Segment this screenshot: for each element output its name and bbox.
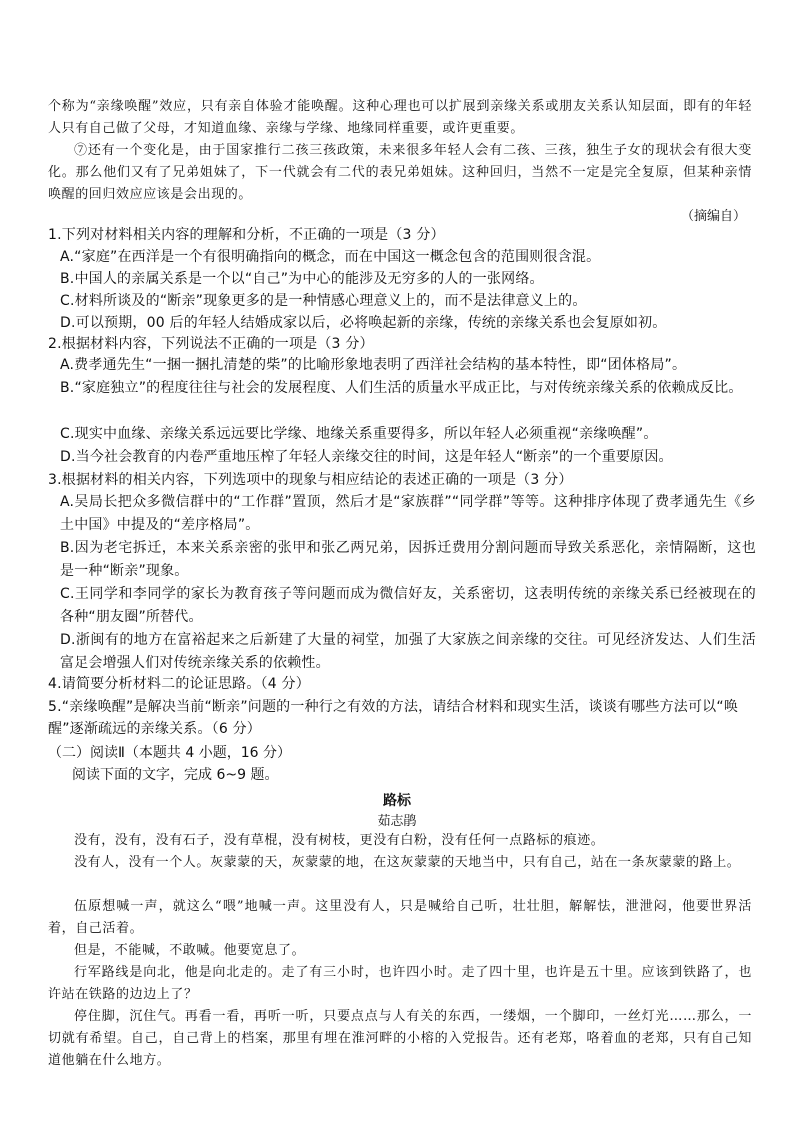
source-note: （摘编自） xyxy=(680,209,746,224)
reading-instruction: 阅读下面的文字，完成 6~9 题。 xyxy=(72,767,279,783)
section-heading: （二）阅读Ⅱ（本题共 4 小题，16 分） xyxy=(48,745,291,761)
question-1-option-c: C.材料所谈及的“断亲”现象更多的是一种情感心理意义上的，而不是法律意义上的。 xyxy=(60,293,587,309)
question-1: 1.下列对材料相关内容的理解和分析，不正确的一项是（3 分） xyxy=(48,227,445,243)
story-paragraph-5: 行军路线是向北，他是向北走的。走了有三小时，也许四小时。走了四十里，也许是五十里。应该到铁路了，也许站在铁路的边边上了？ xyxy=(48,965,752,1002)
question-3-option-d: D.浙闽有的地方在富裕起来之后新建了大量的祠堂，加强了大家族之间亲缘的交往。可见经济发达、人们生活富足会增强人们对传统亲缘关系的依赖性。 xyxy=(60,632,756,671)
question-1-option-a: A.“家庭”在西洋是一个有很明确指向的概念，而在中国这一概念包含的范围则很含混。 xyxy=(60,249,601,265)
question-2-option-b: B.“家庭独立”的程度往往与社会的发展程度、人们生活的质量水平成正比，与对传统亲缘关系的依赖成反比。 xyxy=(60,380,743,396)
question-2-option-c: C.现实中血缘、亲缘关系远远要比学缘、地缘关系重要得多，所以年轻人必须重视“亲缘唤醒”。 xyxy=(60,426,658,442)
material-paragraph-6-end: 个称为“亲缘唤醒”效应，只有亲自体验才能唤醒。这种心理也可以扩展到亲缘关系或朋友关系认知层面，即有的年轻人只有自己做了父母，才知道血缘、亲缘与学缘、地缘同样重要，或许更重要。 xyxy=(48,99,752,136)
story-paragraph-6: 停住脚，沉住气。再看一看，再听一听，只要点点与人有关的东西，一缕烟，一个脚印，一丝灯光……那么，一切就有希望。自己，自己背上的档案，那里有埋在淮河畔的小榕的入党报告。还有老郑，咯着血的老郑，只有自己知道他躺在什么地方。 xyxy=(48,1009,752,1068)
question-5: 5.“亲缘唤醒”是解决当前“断亲”问题的一种行之有效的方法，请结合材料和现实生活，谈谈有哪些方法可以“唤醒”逐渐疏远的亲缘关系。（6 分） xyxy=(48,699,739,737)
question-1-option-d: D.可以预期，00 后的年轻人结婚成家以后，必将唤起新的亲缘，传统的亲缘关系也会复原如初。 xyxy=(60,315,667,331)
story-paragraph-4: 但是，不能喊，不敢喊。他要宽息了。 xyxy=(74,943,306,958)
story-title: 路标 xyxy=(383,793,411,809)
question-3: 3.根据材料的相关内容，下列选项中的现象与相应结论的表述正确的一项是（3 分） xyxy=(48,472,573,488)
question-2-option-a: A.费孝通先生“一捆一捆扎清楚的柴”的比喻形象地表明了西洋社会结构的基本特性，即“团体格局”。 xyxy=(60,357,687,373)
question-3-option-c: C.王同学和李同学的家长为教育孩子等问题而成为微信好友，关系密切，这表明传统的亲缘关系已经被现在的各种“朋友圈”所替代。 xyxy=(60,586,756,625)
material-paragraph-7: ⑦还有一个变化是，由于国家推行二孩三孩政策，未来很多年轻人会有二孩、三孩，独生子女的现状会有很大变化。那么他们又有了兄弟姐妹了，下一代就会有二代的表兄弟姐妹。这种回归，当然不一定是完全复原，但某种亲情唤醒的回归效应应该是会出现的。 xyxy=(48,143,752,202)
question-4: 4.请简要分析材料二的论证思路。（4 分） xyxy=(48,676,310,692)
story-paragraph-1: 没有，没有，没有石子，没有草棍，没有树枝，更没有白粉，没有任何一点路标的痕迹。 xyxy=(74,833,605,848)
question-2-option-d: D.当今社会教育的内卷严重地压榨了年轻人亲缘交往的时间，这是年轻人“断亲”的一个重要原因。 xyxy=(60,449,673,465)
question-3-option-a: A.吴局长把众多微信群中的“工作群”置顶，然后才是“家族群”“同学群”等等。这种排序体现了费孝通先生《乡土中国》中提及的“差序格局”。 xyxy=(60,494,756,533)
question-1-option-b: B.中国人的亲属关系是一个以“自己”为中心的能涉及无穷多的人的一张网络。 xyxy=(60,271,544,287)
story-paragraph-2: 没有人，没有一个人。灰蒙蒙的天，灰蒙蒙的地，在这灰蒙蒙的天地当中，只有自己，站在一条灰蒙蒙的路上。 xyxy=(74,855,741,870)
story-paragraph-3: 伍原想喊一声，就这么“喂”地喊一声。这里没有人，只是喊给自己听，壮壮胆，解解怯，泄泄闷，他要世界活着，自己活着。 xyxy=(48,899,752,936)
question-3-option-b: B.因为老宅拆迁，本来关系亲密的张甲和张乙两兄弟，因拆迁费用分割问题而导致关系恶化，亲情隔断，这也是一种“断亲”现象。 xyxy=(60,540,756,579)
story-author: 茹志鹃 xyxy=(377,814,417,829)
question-2: 2.根据材料内容，下列说法不正确的一项是（3 分） xyxy=(48,336,374,352)
